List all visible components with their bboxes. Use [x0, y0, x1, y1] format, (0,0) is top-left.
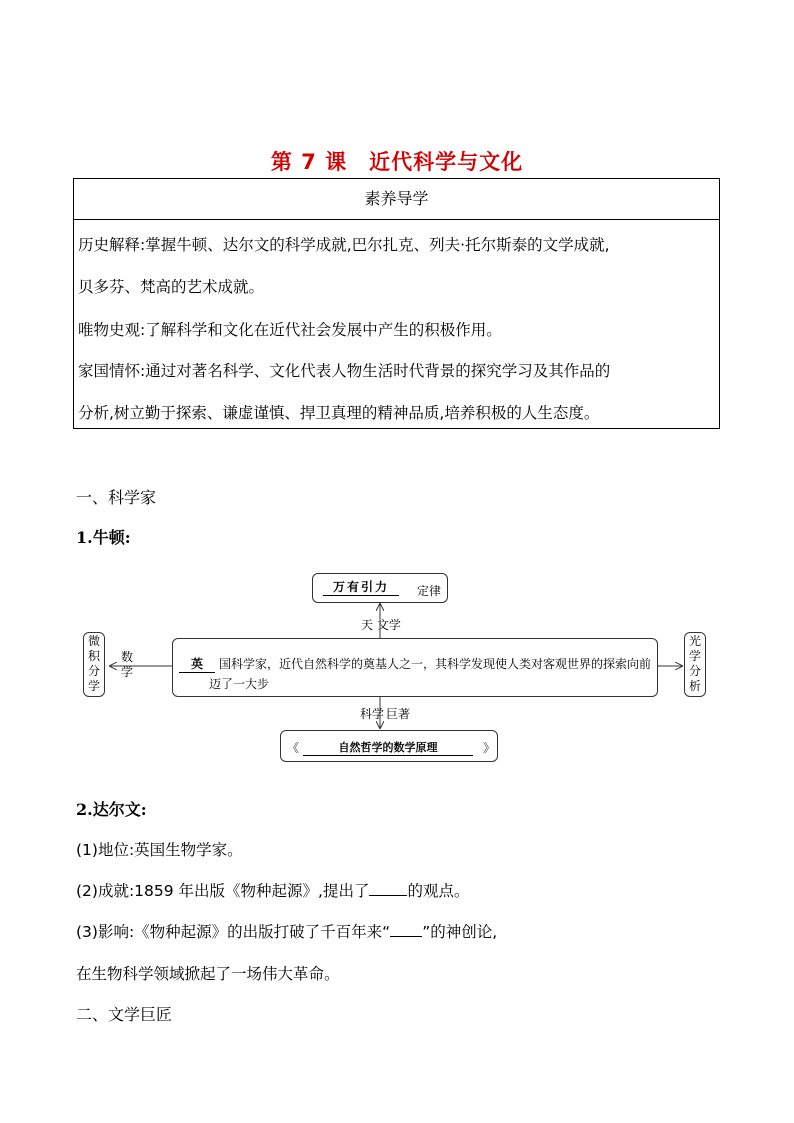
gravitation-suffix: 定律 — [417, 584, 442, 598]
page-title: 第 7 课 近代科学与文化 — [270, 150, 524, 174]
section-heading-literature: 二、文学巨匠 — [76, 1005, 173, 1024]
darwin-influence-end: ”的神创论, — [422, 923, 498, 941]
newton-description-line-2: 迈了一大步 — [209, 677, 270, 691]
darwin-achievement-text: (2)成就:1859 年出版《物种起源》,提出了 — [76, 882, 370, 900]
literacy-line-4: 家国情怀:通过对著名科学、文化代表人物生活时代背景的探究学习及其作品的 — [78, 362, 611, 380]
link-masterpiece: 巨著 — [386, 707, 411, 721]
principia-open-bracket: 《 — [287, 741, 300, 755]
literacy-line-5: 分析,树立勤于探索、谦虚谨慎、捍卫真理的精神品质,培养积极的人生态度。 — [78, 404, 600, 422]
newton-diagram — [80, 568, 720, 768]
literacy-line-2: 贝多芬、梵高的艺术成就。 — [78, 278, 265, 296]
darwin-achievement-end: 的观点。 — [407, 882, 470, 900]
gravitation-box — [312, 573, 448, 603]
link-astronomy: 天 文学 — [361, 618, 401, 632]
gravitation-answer: 万有引力 — [323, 578, 399, 596]
literacy-guide-table — [73, 178, 720, 429]
calculus-box: 微积分学 — [83, 632, 105, 697]
darwin-influence-continued: 在生物科学领域掀起了一场伟大革命。 — [76, 965, 340, 983]
nationality-answer: 英 — [179, 655, 215, 673]
evolution-blank[interactable] — [369, 895, 407, 896]
link-mathematics: 数学 — [120, 650, 133, 679]
link-science: 科学 — [360, 707, 385, 721]
darwin-influence-text: (3)影响:《物种起源》的出版打破了千百年来“ — [76, 923, 391, 941]
creationism-blank[interactable] — [390, 936, 422, 937]
principia-box — [280, 730, 498, 762]
optics-box: 光学分析 — [684, 632, 706, 697]
newton-description-line-1: 国科学家，近代自然科学的奠基人之一，其科学发现使人类对客观世界的探索向前 — [219, 657, 652, 671]
darwin-achievement — [76, 879, 470, 901]
darwin-heading: 2.达尔文: — [76, 800, 147, 819]
darwin-influence — [76, 920, 497, 942]
newton-heading: 1.牛顿: — [76, 528, 131, 547]
literacy-guide-header: 素养导学 — [74, 179, 719, 220]
darwin-status: (1)地位:英国生物学家。 — [76, 841, 243, 859]
literacy-line-1: 历史解释:掌握牛顿、达尔文的科学成就,巴尔扎克、列夫·托尔斯泰的文学成就, — [78, 236, 610, 254]
principia-answer: 自然哲学的数学原理 — [303, 739, 473, 756]
section-heading-scientists: 一、科学家 — [76, 488, 157, 507]
newton-description-box — [172, 638, 658, 697]
principia-close-bracket: 》 — [483, 741, 496, 755]
literacy-line-3: 唯物史观:了解科学和文化在近代社会发展中产生的积极作用。 — [78, 321, 502, 339]
